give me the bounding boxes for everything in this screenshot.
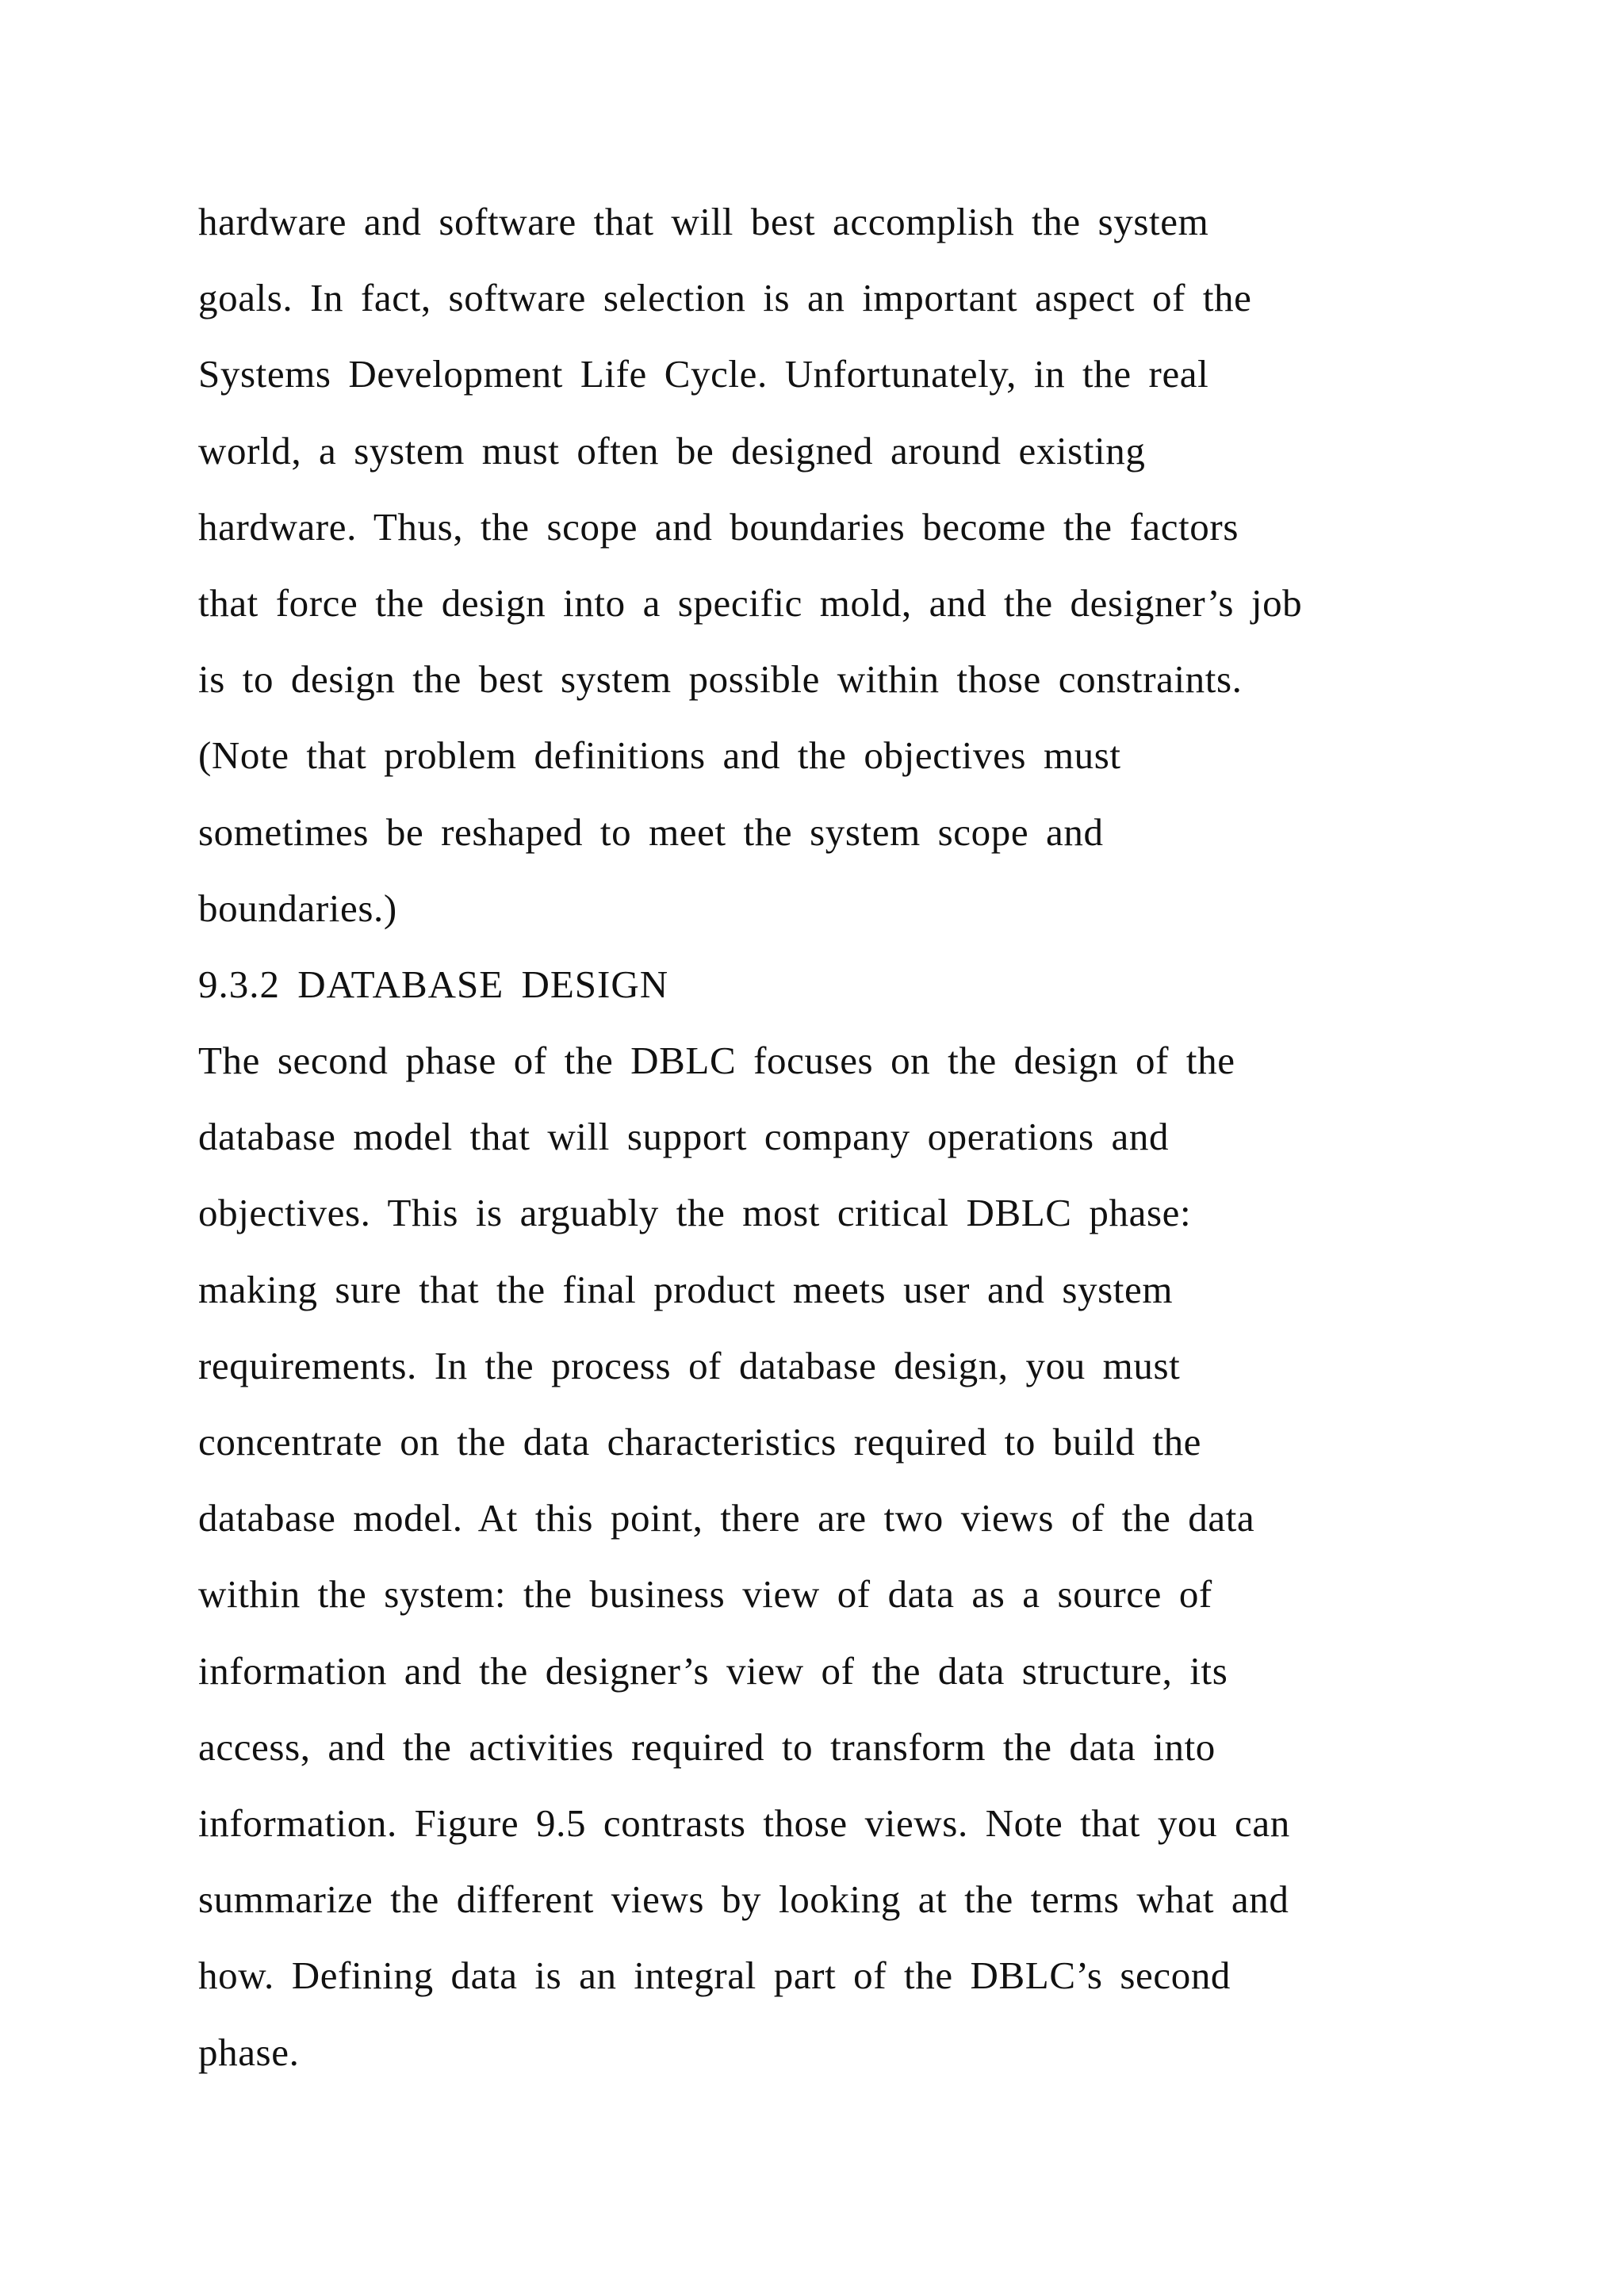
- text-line: information and the designer’s view of the data structure, its: [198, 1648, 1228, 1693]
- text-line: sometimes be reshaped to meet the system scope and: [198, 809, 1104, 854]
- text-line: hardware and software that will best accomplish the system: [198, 200, 1209, 243]
- text-line: goals. In fact, software selection is an important aspect of the: [198, 276, 1252, 320]
- text-line: phase.: [198, 2030, 300, 2074]
- section-heading: 9.3.2 DATABASE DESIGN: [198, 962, 669, 1006]
- text-line: world, a system must often be designed around existing: [198, 428, 1146, 473]
- text-line: information. Figure 9.5 contrasts those views. Note that you can: [198, 1800, 1290, 1845]
- text-line: is to design the best system possible within those constraints.: [198, 657, 1243, 702]
- text-line: concentrate on the data characteristics required to build the: [198, 1420, 1202, 1464]
- text-line: database model. At this point, there are two views of the data: [198, 1496, 1255, 1540]
- body-text: [198, 184, 1451, 2091]
- text-line: hardware. Thus, the scope and boundaries become the factors: [198, 504, 1239, 549]
- text-line: summarize the different views by looking at the terms what and: [198, 1877, 1289, 1922]
- text-line: within the system: the business view of data as a source of: [198, 1572, 1212, 1617]
- text-line: how. Defining data is an integral part of the DBLC’s second: [198, 1954, 1231, 1998]
- text-line: access, and the activities required to transform the data into: [198, 1724, 1216, 1769]
- text-line: objectives. This is arguably the most critical DBLC phase:: [198, 1191, 1192, 1235]
- text-line: that force the design into a specific mold, and the designer’s job: [198, 580, 1303, 625]
- text-line: boundaries.): [198, 886, 397, 930]
- text-line: making sure that the final product meets user and system: [198, 1267, 1174, 1311]
- text-line: (Note that problem definitions and the objectives must: [198, 733, 1121, 778]
- text-line: database model that will support company operations and: [198, 1115, 1170, 1159]
- text-line: The second phase of the DBLC focuses on the design of the: [198, 1039, 1235, 1083]
- text-line: requirements. In the process of database design, you must: [198, 1343, 1181, 1387]
- text-line: Systems Development Life Cycle. Unfortunately, in the real: [198, 352, 1209, 396]
